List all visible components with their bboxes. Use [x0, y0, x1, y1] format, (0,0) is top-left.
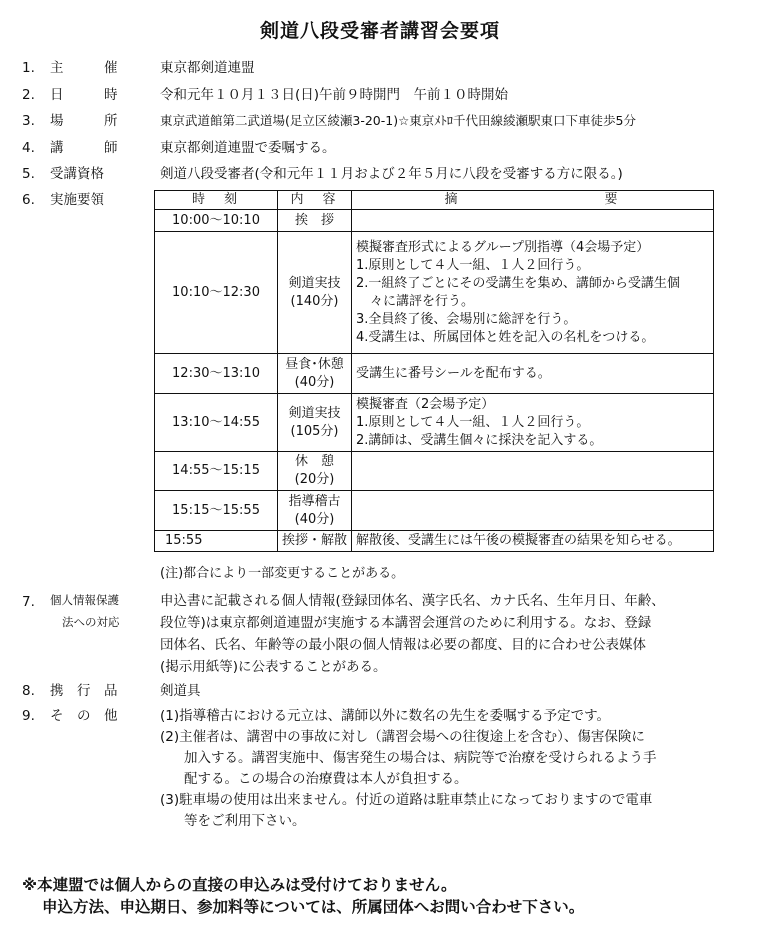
- privacy-line: 申込書に記載される個人情報(登録団体名、漢字氏名、カナ氏名、生年月日、年齢、: [160, 593, 665, 609]
- row-desc: [352, 210, 714, 232]
- other-entry-cont: 加入する。講習実施中、傷害発生の場合は、病院等で治療を受けられるよう手: [184, 750, 657, 766]
- row-desc: [352, 452, 714, 491]
- other-entry: (1)指導稽古における元立は、講師以外に数名の先生を委嘱する予定です。: [160, 708, 611, 724]
- item-value: 令和元年１０月１３日(日)午前９時開門 午前１０時開始: [160, 87, 509, 103]
- schedule-header-row: [155, 191, 714, 210]
- desc-line: 模擬審査（2会場予定）: [356, 396, 495, 412]
- item-label: 個人情報保護: [50, 593, 119, 607]
- item-number: 9.: [22, 708, 35, 724]
- row-item: 指導稽古 (40分): [278, 491, 352, 531]
- schedule-row: [155, 452, 714, 491]
- desc-line: 3.全員終了後、会場別に総評を行う。: [356, 311, 577, 327]
- row-item: 挨 拶: [278, 210, 352, 232]
- footer-line: ※本連盟では個人からの直接の申込みは受付けておりません。: [22, 876, 457, 894]
- item-value: 東京都剣道連盟で委嘱する。: [160, 140, 336, 156]
- item-number: 1.: [22, 60, 35, 76]
- item-value: 東京都剣道連盟: [160, 60, 255, 76]
- footer-line: 申込方法、申込期日、参加料等については、所属団体へお問い合わせ下さい。: [42, 898, 585, 916]
- item-number: 7.: [22, 594, 35, 610]
- schedule-note: (注)都合により一部変更することがある。: [160, 566, 405, 581]
- row-time: 15:55: [155, 531, 278, 552]
- other-list: [160, 706, 657, 832]
- item-label: 日 時: [50, 87, 118, 103]
- row-desc: [352, 394, 714, 452]
- desc-line: 1.原則として４人一組、１人２回行う。: [356, 414, 590, 430]
- schedule-row: [155, 354, 714, 394]
- item-value: 東京武道館第二武道場(足立区綾瀬3-20-1)☆東京ﾒﾄﾛ千代田線綾瀬駅東口下車徒歩5分: [160, 113, 636, 128]
- row-desc: [352, 491, 714, 531]
- privacy-line: (掲示用紙等)に公表することがある。: [160, 659, 387, 675]
- row-desc: [352, 232, 714, 354]
- desc-line: 4.受講生は、所属団体と姓を記入の名札をつける。: [356, 329, 655, 345]
- item-number: 2.: [22, 87, 35, 103]
- row-desc: [352, 354, 714, 394]
- desc-line: 々に講評を行う。: [370, 293, 475, 309]
- item-label: そ の 他: [50, 708, 118, 724]
- row-item: 剣道実技 (105分): [278, 394, 352, 452]
- item-number: 5.: [22, 166, 35, 182]
- item-label: 実施要領: [50, 192, 104, 208]
- header-item: 内 容: [278, 191, 352, 210]
- privacy-line: 団体名、氏名、年齢等の最小限の個人情報は必要の都度、目的に合わせ公表媒体: [160, 637, 646, 653]
- schedule-row: [155, 531, 714, 552]
- footer-notice: [22, 874, 584, 918]
- desc-line: 2.一組終了ごとにその受講生を集め、講師から受講生個: [356, 275, 680, 291]
- item-value: 剣道八段受審者(令和元年１１月および２年５月に八段を受審する方に限る。): [160, 166, 623, 182]
- row-time: 14:55〜15:15: [155, 452, 278, 491]
- row-time: 15:15〜15:55: [155, 491, 278, 531]
- header-desc: 摘 要: [352, 191, 714, 210]
- row-item: 昼食･休憩 (40分): [278, 354, 352, 394]
- schedule-row: [155, 232, 714, 354]
- other-entry: (3)駐車場の使用は出来ません。付近の道路は駐車禁止になっておりますので電車: [160, 792, 653, 808]
- item-value: 剣道具: [160, 683, 201, 699]
- item-label: 場 所: [50, 113, 118, 129]
- other-entry-cont: 等をご利用下さい。: [184, 813, 306, 829]
- document-title: 剣道八段受審者講習会要項: [259, 20, 500, 42]
- schedule-row: [155, 394, 714, 452]
- desc-line: 模擬審査形式によるグループ別指導（4会場予定）: [356, 239, 650, 255]
- desc-line: 受講生に番号シールを配布する。: [356, 365, 551, 381]
- item-number: 3.: [22, 113, 35, 129]
- desc-line: 解散後、受講生には午後の模擬審査の結果を知らせる。: [356, 533, 681, 548]
- row-time: 10:00〜10:10: [155, 210, 278, 232]
- schedule-table: [154, 190, 714, 552]
- item-label: 主 催: [50, 60, 118, 76]
- row-item: 剣道実技 (140分): [278, 232, 352, 354]
- item-label: 講 師: [50, 140, 118, 156]
- privacy-text: [160, 590, 665, 678]
- header-time: 時 刻: [155, 191, 278, 210]
- item-label: 受講資格: [50, 166, 104, 182]
- item-number: 4.: [22, 140, 35, 156]
- row-time: 12:30〜13:10: [155, 354, 278, 394]
- row-item: 休 憩 (20分): [278, 452, 352, 491]
- item-number: 8.: [22, 683, 35, 699]
- other-entry: (2)主催者は、講習中の事故に対し（講習会場への往復途上を含む）、傷害保険に: [160, 729, 645, 745]
- row-desc: [352, 531, 714, 552]
- other-entry-cont: 配する。この場合の治療費は本人が負担する。: [184, 771, 468, 787]
- row-time: 10:10〜12:30: [155, 232, 278, 354]
- desc-line: 2.講師は、受講生個々に採決を記入する。: [356, 432, 603, 448]
- desc-line: 1.原則として４人一組、１人２回行う。: [356, 257, 590, 273]
- row-time: 13:10〜14:55: [155, 394, 278, 452]
- item-label: 法への対応: [62, 615, 120, 629]
- schedule-row: [155, 210, 714, 232]
- item-label: 携 行 品: [50, 683, 118, 699]
- schedule-row: [155, 491, 714, 531]
- privacy-line: 段位等)は東京都剣道連盟が実施する本講習会運営のために利用する。なお、登録: [160, 615, 652, 631]
- item-number: 6.: [22, 192, 35, 208]
- row-item: 挨拶・解散: [278, 531, 352, 552]
